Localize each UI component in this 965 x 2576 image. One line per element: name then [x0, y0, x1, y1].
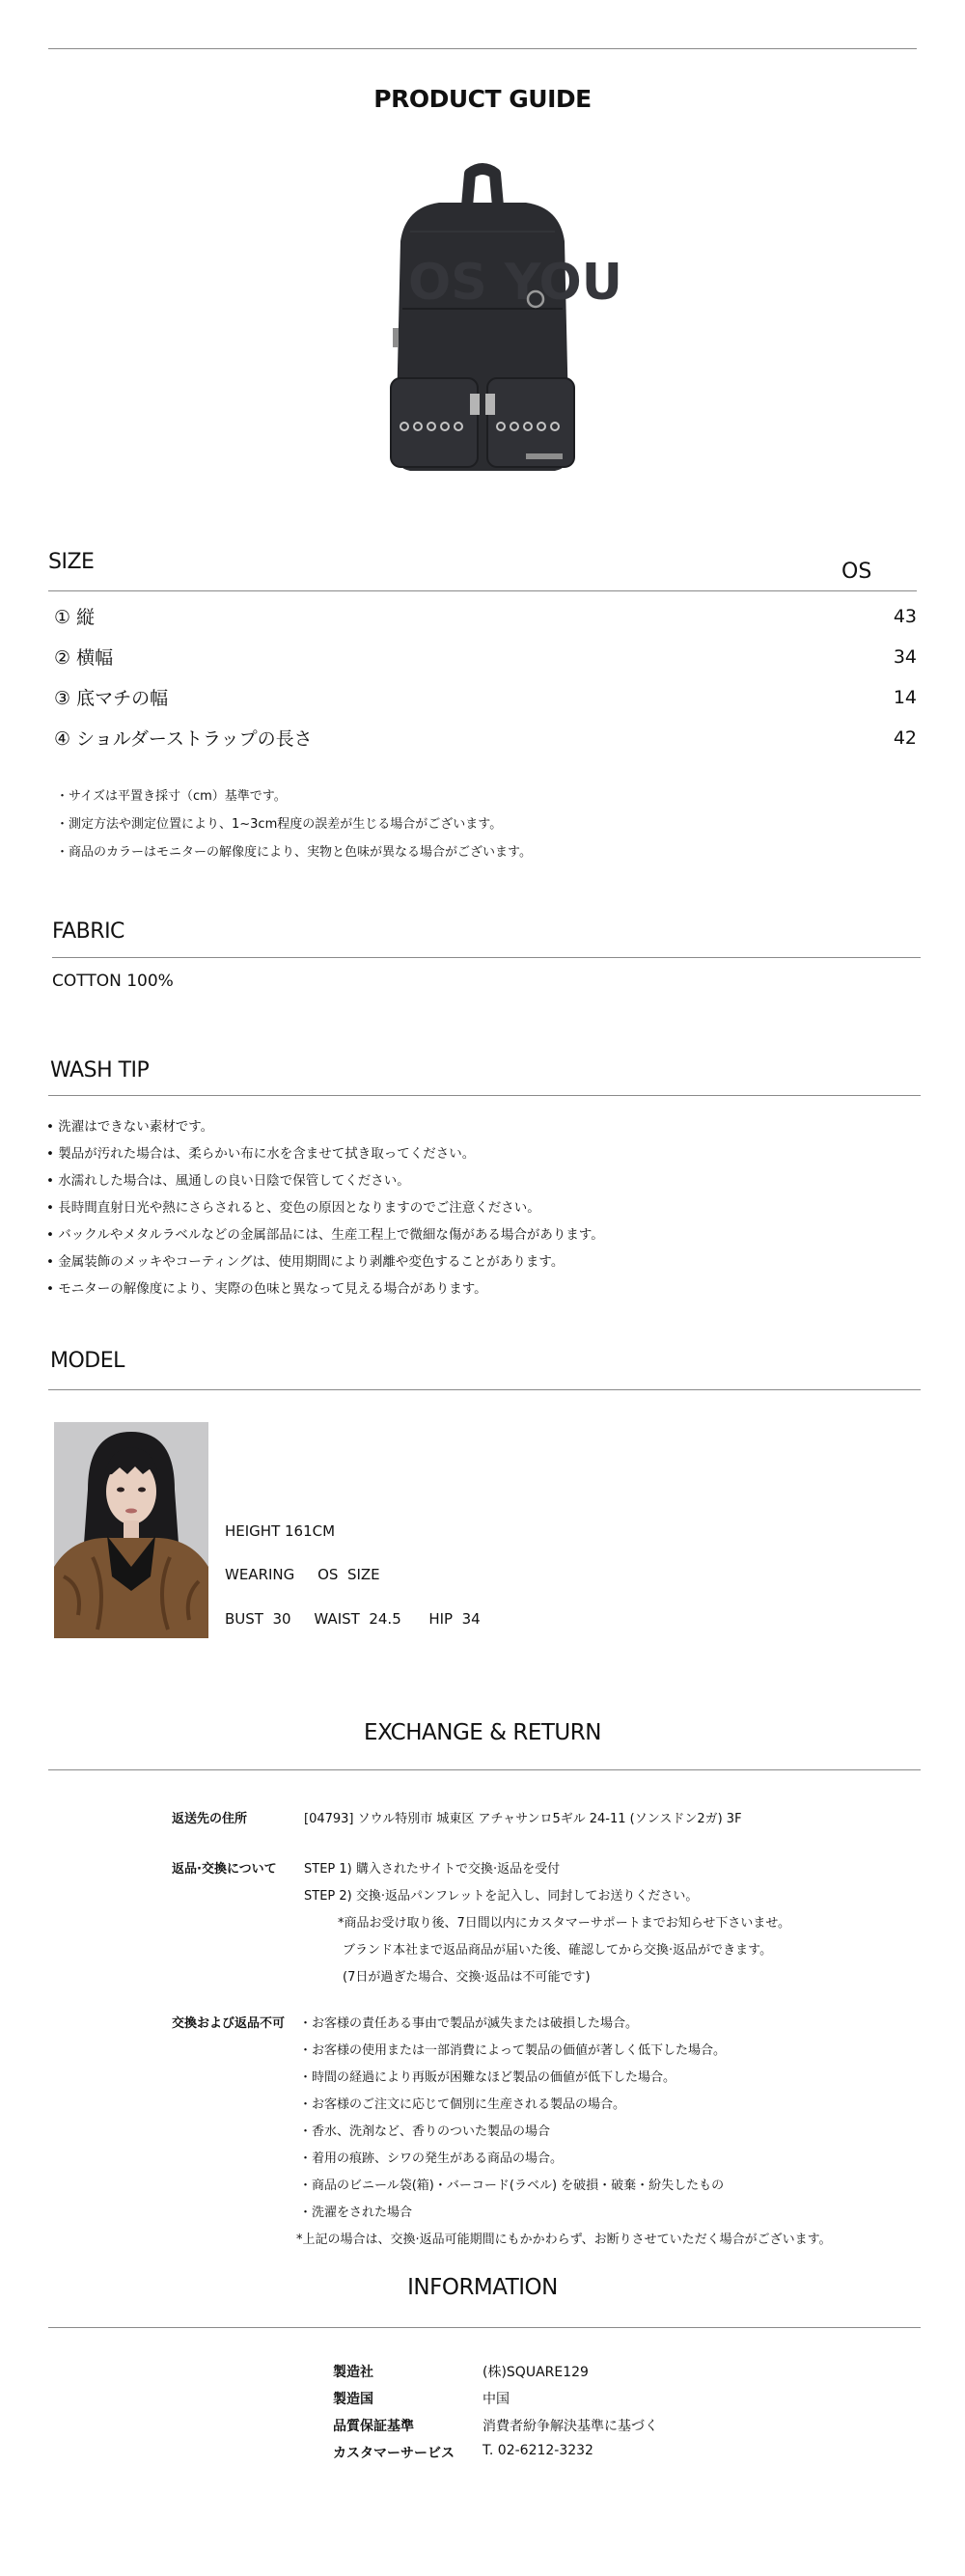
model-divider [48, 1389, 921, 1390]
exchange-return-title: EXCHANGE & RETURN [364, 1720, 601, 1745]
size-row-label: ④ ショルダーストラップの長さ [54, 728, 313, 750]
product-guide-title: PRODUCT GUIDE [373, 85, 592, 113]
info-label: 品質保証基準 [333, 2419, 414, 2434]
exchange-not-allowed-label: 交換および返品不可 [172, 2016, 286, 2031]
exchange-address: [04793] ソウル特別市 城東区 アチャサンロ5ギル 24-11 (ソンスドン2ガ) 3F [304, 1812, 742, 1826]
exchange-procedure-label: 返品·交換について [172, 1862, 277, 1877]
exchange-footnote: *上記の場合は、交換·返品可能期間にもかかわらず、お断りさせていただく場合がございます。 [296, 2233, 832, 2247]
information-title: INFORMATION [407, 2275, 558, 2300]
size-note: ・測定方法や測定位置により、1~3cm程度の誤差が生じる場合がございます。 [56, 817, 503, 832]
size-row-value: 42 [893, 727, 917, 749]
model-wearing: WEARING OS SIZE [225, 1566, 380, 1583]
size-row-value: 14 [893, 687, 917, 708]
wash-tip-item: • バックルやメタルラベルなどの金属部品には、生産工程上で微細な傷がある場合があります。 [46, 1227, 604, 1243]
info-label: カスタマーサービス [333, 2446, 455, 2461]
exchange-procedure-note: ブランド本社まで返品商品が届いた後、確認してから交換·返品ができます。 [343, 1943, 773, 1958]
exchange-not-allowed-item: ・洗濯をされた場合 [299, 2206, 413, 2220]
exchange-not-allowed-item: ・香水、洗剤など、香りのついた製品の場合 [299, 2124, 551, 2139]
size-title: SIZE [48, 550, 95, 574]
wash-tip-item: • 製品が汚れた場合は、柔らかい布に水を含ませて拭き取ってください。 [46, 1146, 476, 1162]
info-value: T. 02-6212-3232 [482, 2443, 593, 2458]
size-row-value: 34 [893, 646, 917, 668]
exchange-divider [48, 1769, 921, 1770]
size-row-value: 43 [893, 606, 917, 627]
exchange-not-allowed-item: ・お客様の使用または一部消費によって製品の価値が著しく低下した場合。 [299, 2043, 727, 2058]
top-divider [48, 48, 917, 49]
exchange-procedure-note: (7日が過ぎた場合、交換·返品は不可能です) [343, 1970, 591, 1985]
model-title: MODEL [50, 1349, 124, 1373]
model-photo [54, 1422, 208, 1638]
information-divider [48, 2327, 921, 2328]
size-row-label: ③ 底マチの幅 [54, 688, 169, 709]
exchange-not-allowed-item: ・時間の経過により再販が困難なほど製品の価値が低下した場合。 [299, 2070, 676, 2085]
info-value: 中国 [482, 2392, 510, 2407]
exchange-not-allowed-item: ・お客様の責任ある事由で製品が滅失または破損した場合。 [299, 2016, 639, 2031]
product-image-backpack [381, 164, 622, 482]
wash-tip-item: • 長時間直射日光や熱にさらされると、変色の原因となりますのでご注意ください。 [46, 1200, 540, 1216]
size-row-label: ① 縦 [54, 607, 96, 628]
wash-tip-item: • 金属装飾のメッキやコーティングは、使用期間により剥離や変色することがあります。 [46, 1254, 565, 1270]
exchange-procedure-note: *商品お受け取り後、7日間以内にカスタマーサポートまでお知らせ下さいませ。 [338, 1916, 790, 1931]
size-note: ・サイズは平置き採寸（cm）基準です。 [56, 789, 287, 804]
info-value: 消費者紛争解決基準に基づく [482, 2419, 658, 2434]
wash-tip-item: • 洗濯はできない素材です。 [46, 1119, 214, 1135]
wash-tip-item: • 水濡れした場合は、風通しの良い日陰で保管してください。 [46, 1173, 410, 1189]
exchange-not-allowed-item: ・着用の痕跡、シワの発生がある商品の場合。 [299, 2151, 564, 2166]
info-label: 製造社 [333, 2365, 373, 2380]
exchange-procedure-step: STEP 2) 交換·返品パンフレットを記入し、同封してお送りください。 [304, 1889, 699, 1904]
wash-tip-title: WASH TIP [50, 1058, 150, 1082]
size-divider [48, 590, 917, 591]
size-note: ・商品のカラーはモニターの解像度により、実物と色味が異なる場合がございます。 [56, 845, 532, 860]
info-value: (株)SQUARE129 [482, 2365, 589, 2380]
bag-print-text: OS YOU [408, 254, 622, 312]
fabric-value: COTTON 100% [52, 972, 174, 991]
exchange-address-label: 返送先の住所 [172, 1812, 248, 1826]
size-column-header: OS [841, 560, 872, 584]
model-height: HEIGHT 161CM [225, 1522, 336, 1540]
wash-tip-item: • モニターの解像度により、実際の色味と異なって見える場合があります。 [46, 1281, 487, 1297]
exchange-procedure-step: STEP 1) 購入されたサイトで交換·返品を受付 [304, 1862, 561, 1877]
wash-tip-divider [48, 1095, 921, 1096]
size-row-label: ② 横幅 [54, 647, 114, 669]
model-measurements: BUST 30 WAIST 24.5 HIP 34 [225, 1610, 481, 1628]
fabric-title: FABRIC [52, 919, 124, 944]
info-label: 製造国 [333, 2392, 373, 2407]
exchange-not-allowed-item: ・商品のビニール袋(箱)・バーコード(ラベル) を破損・破棄・紛失したもの [299, 2179, 725, 2193]
exchange-not-allowed-item: ・お客様のご注文に応じて個別に生産される製品の場合。 [299, 2097, 626, 2112]
fabric-divider [52, 957, 921, 958]
